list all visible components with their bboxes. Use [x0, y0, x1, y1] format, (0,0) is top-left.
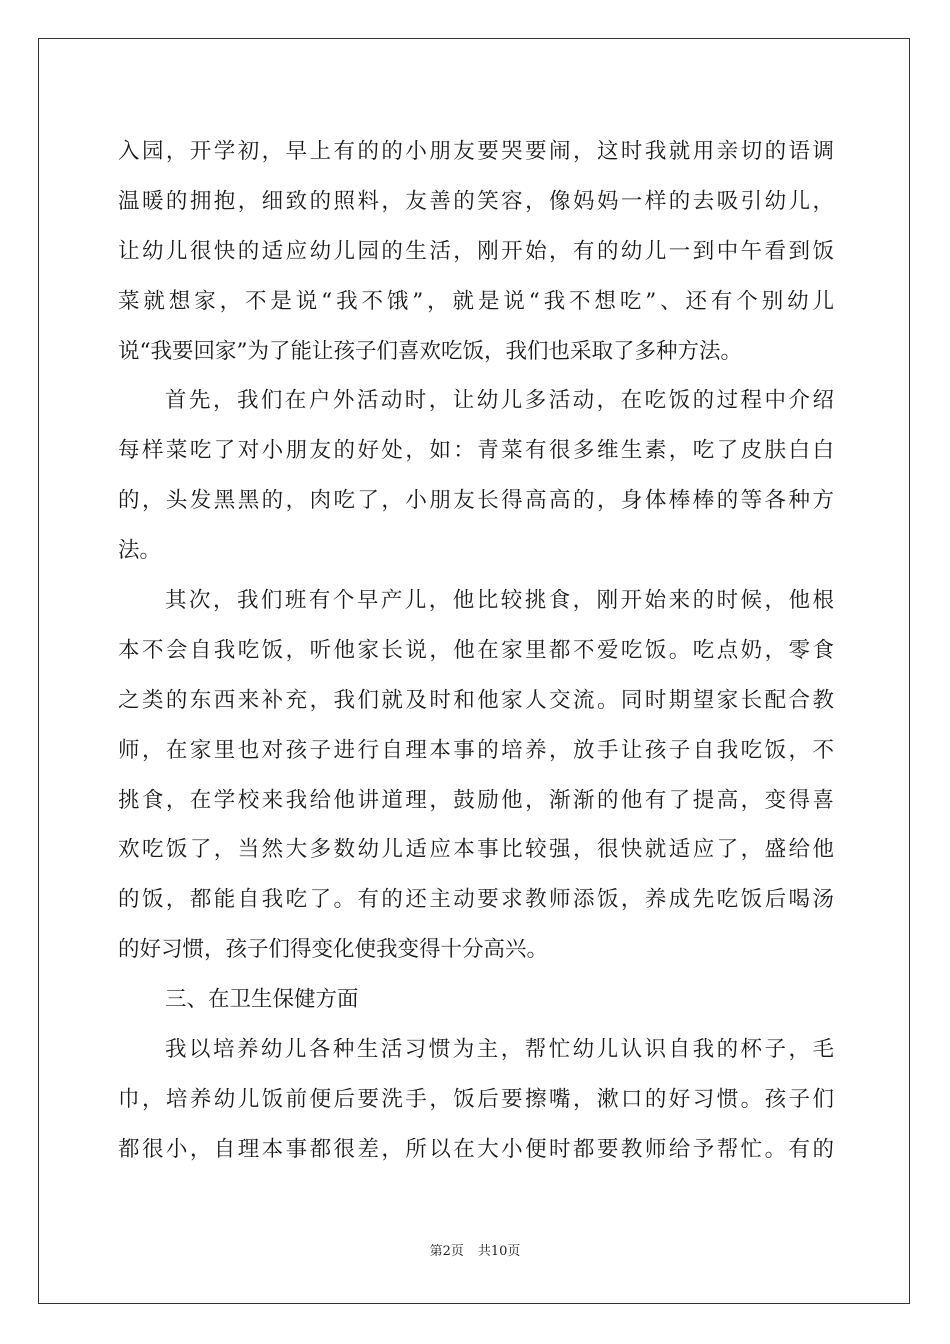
text-line: 温暖的拥抱，细致的照料，友善的笑容，像妈妈一样的去吸引幼儿，: [118, 188, 834, 214]
text-line: 挑食，在学校来我给他讲道理，鼓励他，渐渐的他有了提高，变得喜: [118, 787, 834, 813]
page-number: 第2页: [429, 1244, 464, 1259]
text-line: 菜就想家，不是说“我不饿”，就是说“我不想吃”、还有个别幼儿: [118, 288, 834, 314]
text-line: 让幼儿很快的适应幼儿园的生活，刚开始，有的幼儿一到中午看到饭: [118, 238, 834, 264]
text-line: 欢吃饭了，当然大多数幼儿适应本事比较强，很快就适应了，盛给他: [118, 837, 834, 863]
text-line: 法。: [118, 538, 162, 564]
text-line: 每样菜吃了对小朋友的好处，如：青菜有很多维生素，吃了皮肤白白: [118, 438, 834, 464]
text-line: 其次，我们班有个早产儿，他比较挑食，刚开始来的时候，他根: [165, 588, 834, 614]
text-line: 都很小，自理本事都很差，所以在大小便时都要教师给予帮忙。有的: [118, 1136, 834, 1162]
text-line: 师，在家里也对孩子进行自理本事的培养，放手让孩子自我吃饭，不: [118, 737, 834, 763]
text-line: 我以培养幼儿各种生活习惯为主，帮忙幼儿认识自我的杯子，毛: [165, 1037, 834, 1063]
text-line: 本不会自我吃饭，听他家长说，他在家里都不爱吃饭。吃点奶，零食: [118, 637, 834, 663]
text-line: 的饭，都能自我吃了。有的还主动要求教师添饭，养成先吃饭后喝汤: [118, 887, 834, 913]
text-line: 之类的东西来补充，我们就及时和他家人交流。同时期望家长配合教: [118, 687, 834, 713]
text-line: 的，头发黑黑的，肉吃了，小朋友长得高高的，身体棒棒的等各种方: [118, 488, 834, 514]
page-total: 共10页: [477, 1244, 521, 1259]
text-line: 巾，培养幼儿饭前便后要洗手，饭后要擦嘴，漱口的好习惯。孩子们: [118, 1086, 834, 1112]
text-line: 的好习惯，孩子们得变化使我变得十分高兴。: [118, 937, 549, 963]
text-line: 入园，开学初，早上有的的小朋友要哭要闹，这时我就用亲切的语调: [118, 139, 834, 164]
text-line: 首先，我们在户外活动时，让幼儿多活动，在吃饭的过程中介绍: [165, 388, 834, 414]
text-line: 说“我要回家”为了能让孩子们喜欢吃饭，我们也采取了多种方法。: [118, 338, 742, 364]
page-footer: [0, 1240, 950, 1259]
text-line: 三、在卫生保健方面: [165, 987, 359, 1013]
document-body: [118, 127, 834, 1175]
